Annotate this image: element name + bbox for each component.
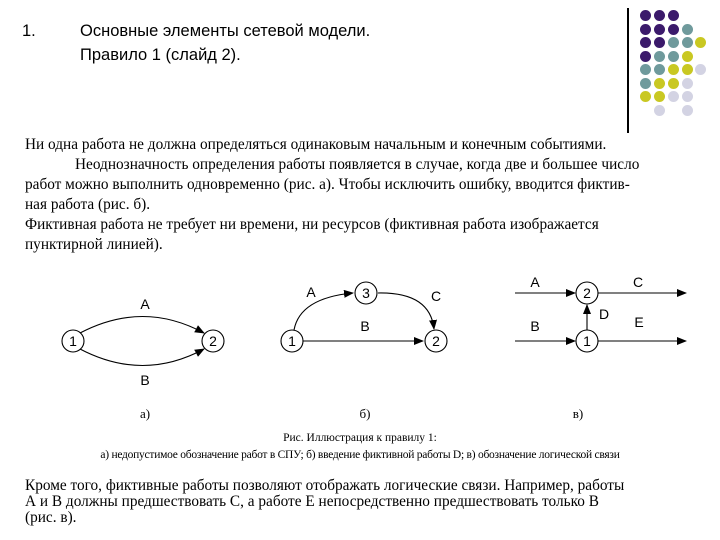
node-label: 1: [288, 333, 296, 349]
decorative-dot: [640, 91, 651, 102]
edge-label: A: [140, 296, 150, 312]
decorative-dot: [654, 91, 665, 102]
node-label: 3: [362, 285, 370, 301]
decorative-dot: [640, 51, 651, 62]
node-label: 1: [69, 333, 77, 349]
slide-number: 1.: [22, 22, 36, 40]
node-label: 2: [209, 333, 217, 349]
decorative-dot: [654, 51, 665, 62]
intro-line-4: ная работа (рис. б).: [25, 196, 151, 213]
decorative-dot: [654, 78, 665, 89]
outro-line-2: А и В должны предшествовать С, а работе Е непосредственно предшествовать только В: [25, 493, 599, 510]
slide-title-line1: Основные элементы сетевой модели.: [80, 22, 371, 40]
edge-label: E: [634, 314, 644, 330]
edge-label: A: [306, 284, 316, 300]
slide-title-line2: Правило 1 (слайд 2).: [80, 46, 241, 64]
intro-line-2: Неоднозначность определения работы появляется в случае, когда две и большее число: [75, 156, 640, 173]
decorative-dot: [654, 64, 665, 75]
intro-line-5: Фиктивная работа не требует ни времени, ни ресурсов (фиктивная работа изображается: [25, 216, 599, 233]
decorative-dot: [668, 24, 679, 35]
decorative-dot: [654, 105, 665, 116]
decorative-dot: [640, 10, 651, 21]
decorative-dot: [640, 24, 651, 35]
decorative-dot: [682, 24, 693, 35]
decorative-dot: [682, 37, 693, 48]
diagram-a: [62, 317, 224, 366]
decorative-dot: [668, 51, 679, 62]
decorative-dot: [668, 78, 679, 89]
intro-line-1: Ни одна работа не должна определяться одинаковым начальным и конечным событиями.: [25, 136, 607, 153]
edge-label: D: [598, 306, 610, 322]
intro-line-6: пунктирной линией).: [25, 236, 163, 253]
decorative-dot: [668, 37, 679, 48]
diagram-label: а): [139, 406, 151, 421]
node-label: 2: [583, 285, 591, 301]
decorative-dot: [682, 105, 693, 116]
decorative-dot: [654, 10, 665, 21]
edge-label: B: [360, 318, 370, 334]
figure-caption-title: Рис. Иллюстрация к правилу 1:: [283, 432, 437, 444]
decorative-dot: [640, 64, 651, 75]
decorative-dot: [695, 37, 706, 48]
node-label: 2: [432, 333, 440, 349]
decorative-dot: [668, 64, 679, 75]
edge-label: B: [530, 318, 540, 334]
decorative-dot: [654, 24, 665, 35]
decorative-dot: [682, 78, 693, 89]
decorative-dot: [682, 51, 693, 62]
diagram-label: в): [572, 406, 584, 421]
decorative-dot: [640, 37, 651, 48]
decorative-dot: [695, 64, 706, 75]
edge-b-C: [378, 293, 434, 329]
outro-line-3: (рис. в).: [25, 509, 77, 526]
decorative-dot: [682, 64, 693, 75]
edge-label: C: [430, 288, 442, 304]
decorative-dot: [640, 78, 651, 89]
decorative-dot: [682, 91, 693, 102]
outro-line-1: Кроме того, фиктивные работы позволяют отображать логические связи. Например, работы: [25, 477, 625, 494]
decorative-dot: [668, 91, 679, 102]
edge-label: A: [530, 274, 540, 290]
edge-label: B: [140, 372, 150, 388]
edge-a-bottom: [80, 349, 204, 366]
decorative-dot: [668, 10, 679, 21]
edge-a-top: [80, 317, 204, 334]
edge-b-A: [294, 293, 353, 330]
decorative-dot: [654, 37, 665, 48]
figure-caption-text: а) недопустимое обозначение работ в СПУ; б) введение фиктивной работы D; в) обозначение логической связи: [100, 449, 620, 461]
node-label: 1: [583, 333, 591, 349]
diagram-label: б): [359, 406, 371, 421]
intro-line-3: работ можно выполнить одновременно (рис. а). Чтобы исключить ошибку, вводится фиктив-: [25, 176, 630, 193]
edge-label: C: [632, 274, 644, 290]
